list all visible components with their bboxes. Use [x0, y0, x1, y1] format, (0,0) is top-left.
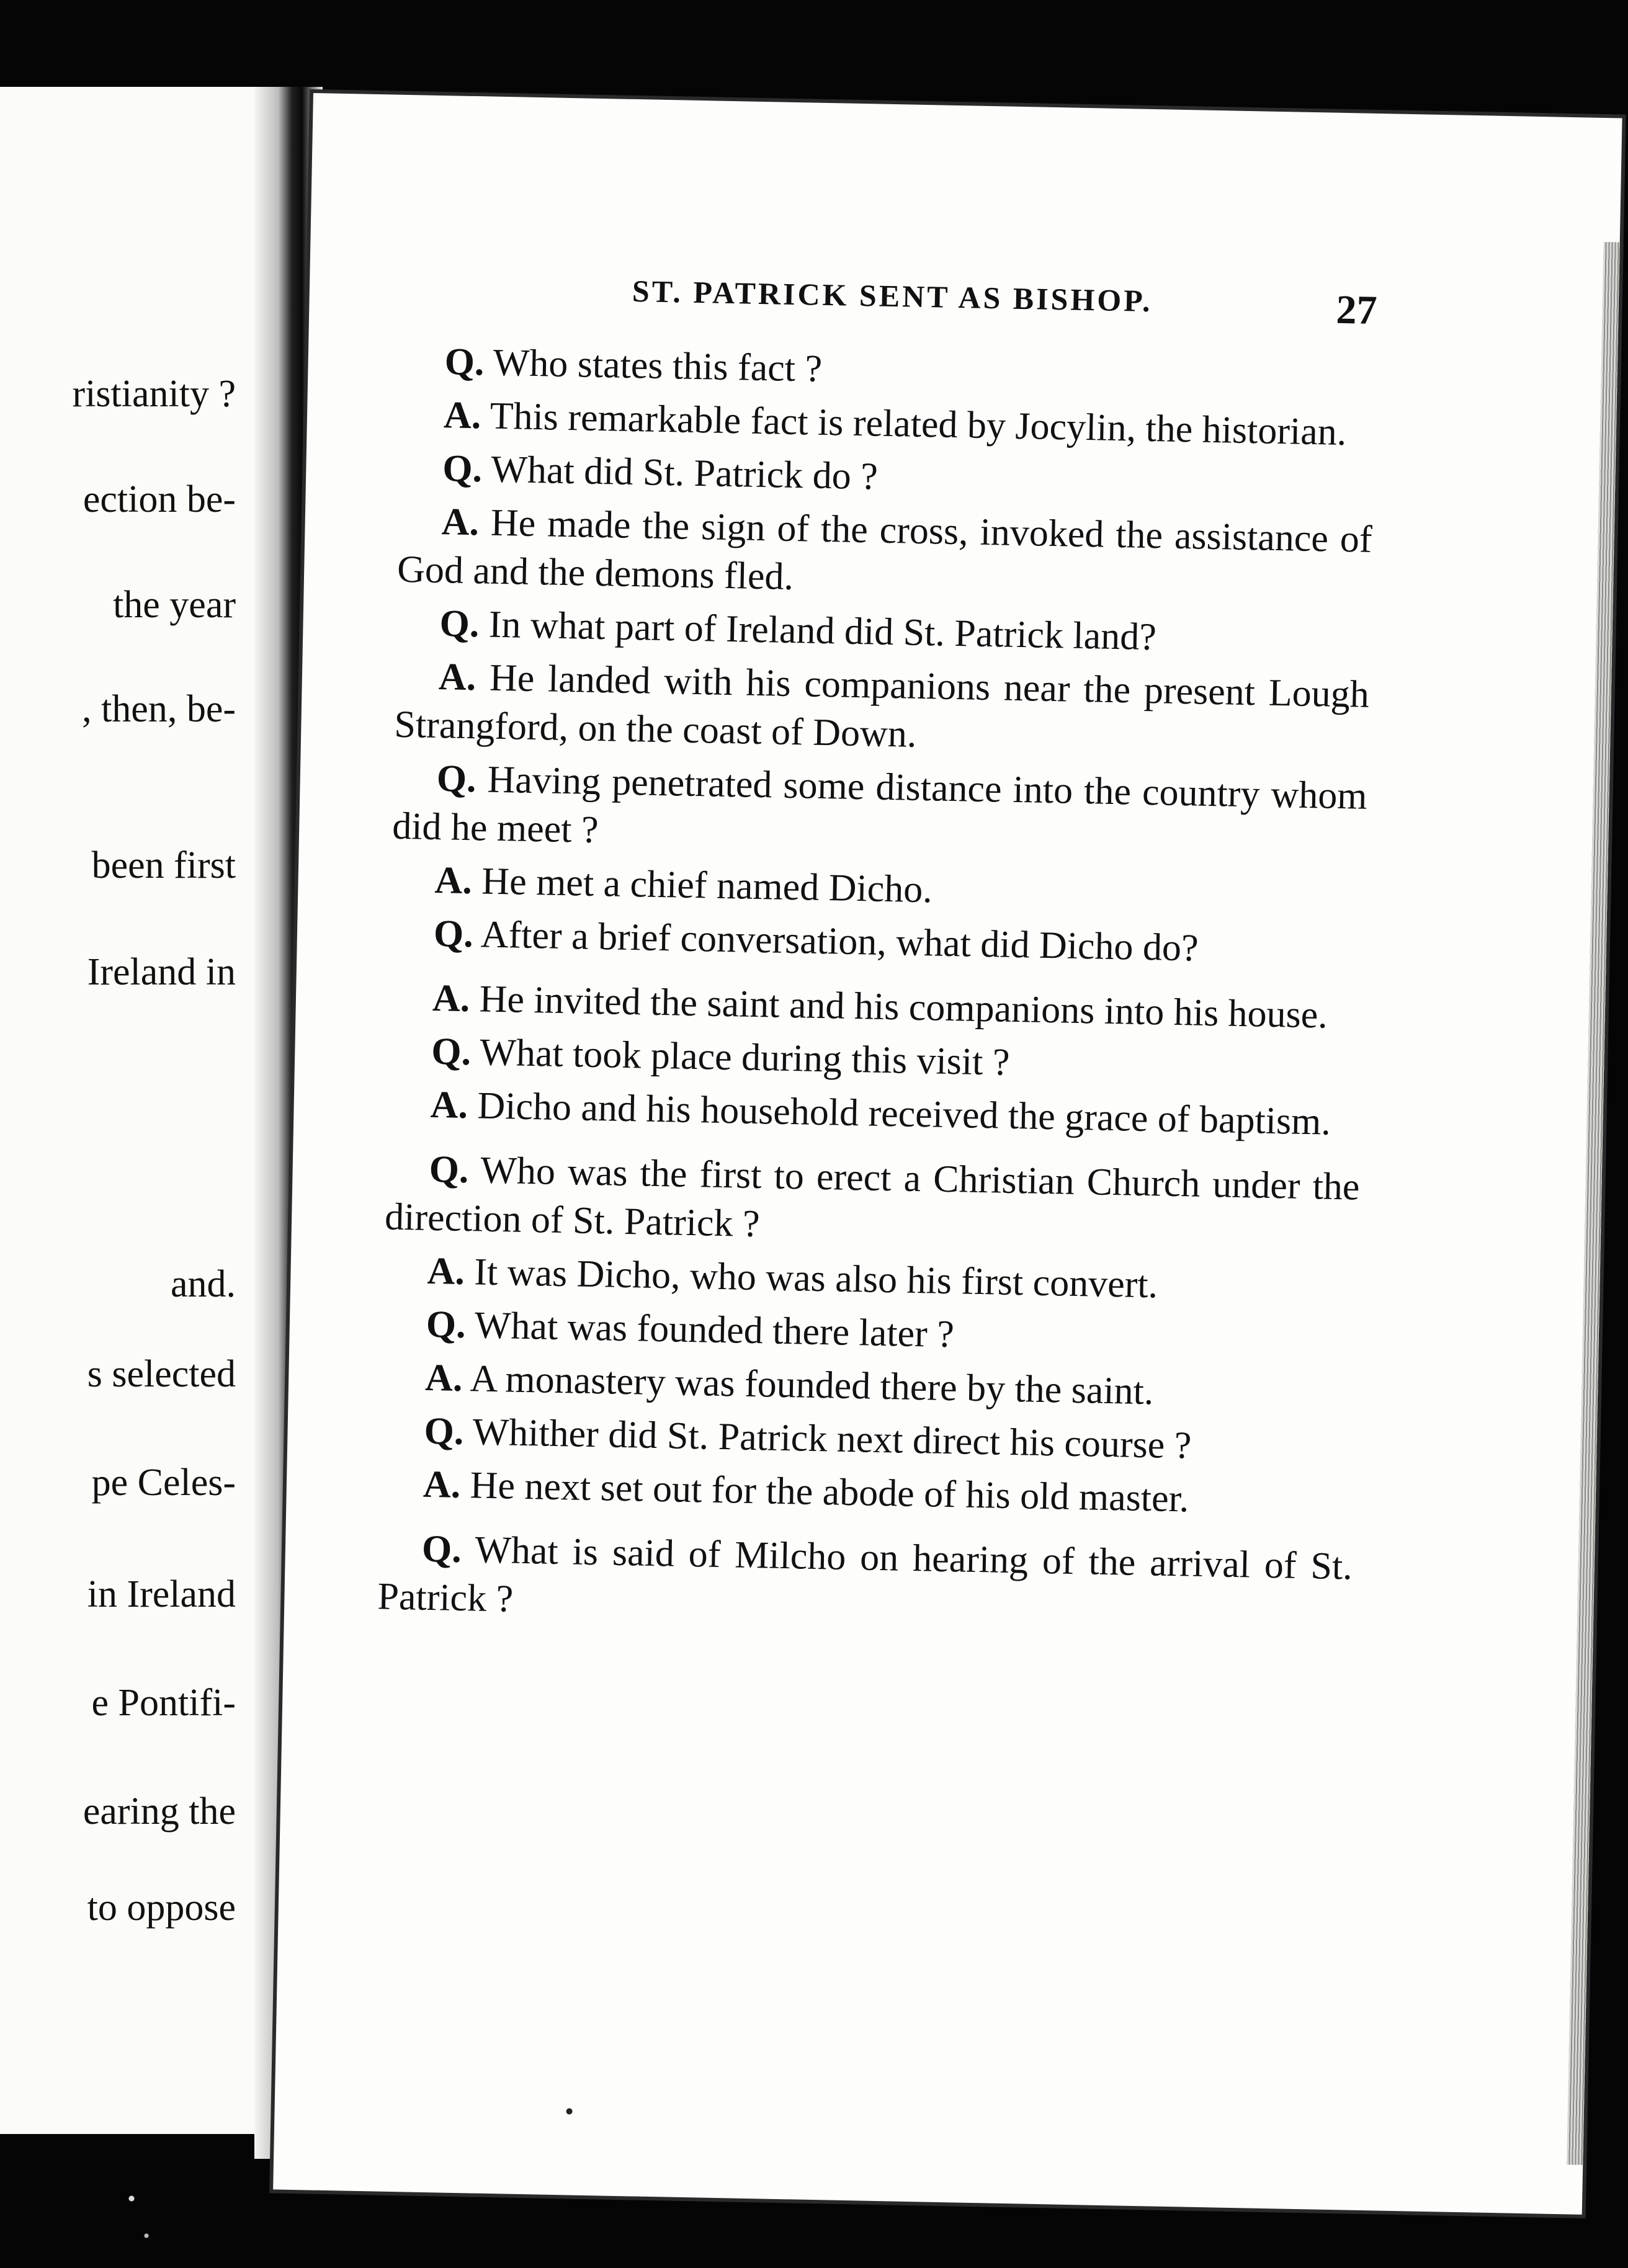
answer-label: A. [438, 656, 476, 699]
question-text: What took place during this visit ? [479, 1031, 1011, 1084]
left-page-line: Ireland in [87, 951, 236, 993]
left-page-line: , then, be- [82, 688, 236, 730]
question-label: Q. [439, 602, 480, 646]
question-text: In what part of Ireland did St. Patrick land? [488, 603, 1157, 659]
page-speck [566, 2108, 573, 2114]
running-head: ST. PATRICK SENT AS BISHOP. [632, 273, 1153, 319]
question-label: Q. [429, 1148, 470, 1192]
qa-text-block [377, 337, 1376, 1645]
answer-text: It was Dicho, who was also his first convert. [473, 1251, 1158, 1306]
left-page-line: pe Celes- [91, 1462, 236, 1504]
page-number: 27 [1335, 287, 1378, 333]
answer-text: He met a chief named Dicho. [481, 860, 933, 911]
answer-text: This remarkable fact is related by Jocylin, the historian. [490, 395, 1347, 454]
question-paragraph [377, 1524, 1353, 1639]
answer-text: He landed with his companions near the present Lough Strangford, on the coast of Down. [393, 656, 1370, 756]
current-page [273, 93, 1622, 2215]
left-page-line: and. [170, 1263, 236, 1305]
left-page-line: earing the [83, 1790, 236, 1833]
left-page-line: been first [91, 844, 236, 886]
question-label: Q. [436, 757, 477, 801]
answer-text: He next set out for the abode of his old master. [470, 1464, 1189, 1520]
left-page-line: to oppose [87, 1886, 236, 1929]
scan-specks [124, 2184, 161, 2258]
left-page-line: s selected [87, 1353, 236, 1395]
answer-text: He made the sign of the cross, invoked the assistance of God and the demons fled. [396, 501, 1373, 598]
question-label: Q. [431, 1030, 472, 1074]
answer-label: A. [426, 1249, 465, 1293]
previous-page [0, 87, 292, 2134]
left-page-line: e Pontifi- [91, 1682, 236, 1724]
page-edge-stack [1567, 242, 1620, 2165]
question-label: Q. [442, 447, 483, 491]
question-label: Q. [426, 1303, 467, 1347]
answer-paragraph [397, 497, 1373, 612]
answer-label: A. [443, 394, 481, 437]
left-page-line: the year [113, 584, 236, 626]
question-label: Q. [421, 1527, 462, 1571]
answer-text: Dicho and his household received the grace of baptism. [476, 1084, 1331, 1143]
question-label: Q. [423, 1409, 465, 1453]
answer-label: A. [423, 1463, 461, 1506]
question-text: What was founded there later ? [474, 1304, 955, 1356]
answer-paragraph [394, 652, 1370, 767]
question-text: Having penetrated some distance into the country whom did he meet ? [391, 758, 1368, 852]
answer-label: A. [424, 1356, 463, 1400]
answer-label: A. [432, 976, 470, 1020]
question-text: Whither did St. Patrick next direct his course ? [472, 1411, 1192, 1467]
answer-label: A. [441, 501, 480, 544]
left-page-line: in Ireland [87, 1573, 236, 1615]
question-text: Who states this fact ? [493, 341, 823, 390]
question-text: Who was the first to erect a Christian Church under the direction of St. Patrick ? [384, 1149, 1361, 1246]
question-text: After a brief conversation, what did Dicho do? [480, 913, 1199, 970]
left-page-line: ristianity ? [72, 373, 236, 415]
question-text: What is said of Milcho on hearing of the arrival of St. Patrick ? [377, 1529, 1353, 1620]
question-paragraph [392, 754, 1368, 869]
question-paragraph [384, 1145, 1360, 1260]
left-page-line: ection be- [83, 478, 236, 520]
answer-label: A. [430, 1083, 468, 1127]
answer-label: A. [434, 859, 473, 903]
question-label: Q. [444, 341, 485, 384]
question-text: What did St. Patrick do ? [490, 448, 879, 498]
answer-text: A monastery was founded there by the saint. [469, 1357, 1155, 1413]
question-label: Q. [433, 912, 474, 956]
answer-text: He invited the saint and his companions into his house. [479, 978, 1328, 1037]
